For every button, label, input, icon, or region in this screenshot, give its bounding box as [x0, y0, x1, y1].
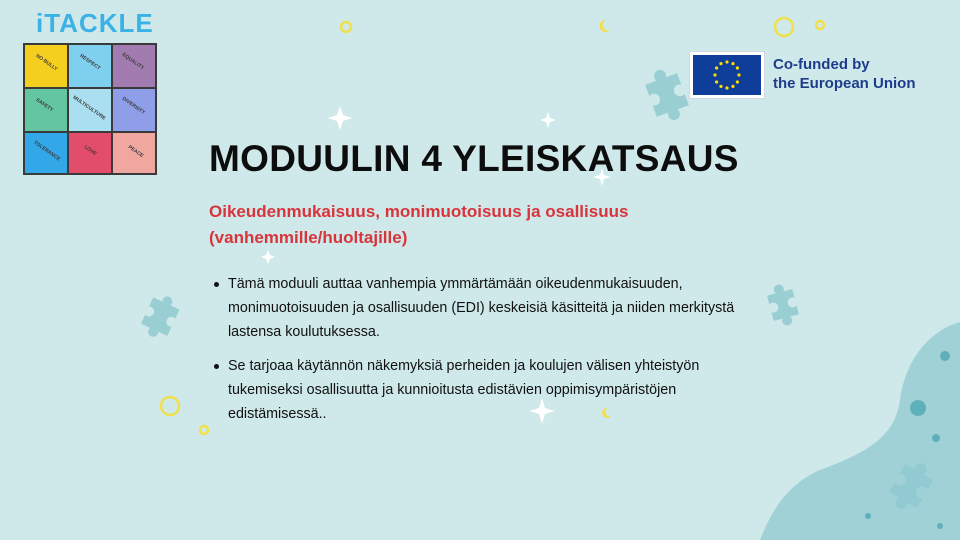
puzzle-label: EQUALITY	[120, 51, 146, 72]
bullet-item	[212, 354, 772, 426]
bullet-text: Se tarjoaa käytännön näkemyksiä perheiden ja koulujen välisen yhteistyön tukemiseksi osallisuutta ja kunnioitusta edistävien oppimisympäristöjen edistämisessä..	[228, 358, 700, 422]
puzzle-label: NO BULLY	[34, 53, 59, 73]
puzzle-label: TOLERANCE	[32, 139, 62, 163]
slide-title: MODUULIN 4 YLEISKATSAUS	[209, 138, 739, 179]
eu-text-line2: the European Union	[773, 75, 916, 92]
puzzle-logo-icon	[22, 42, 158, 176]
bullet-list	[212, 272, 772, 436]
eu-flag-icon	[689, 51, 765, 99]
bullet-text: Tämä moduuli auttaa vanhempia ymmärtämään oikeudenmukaisuuden, monimuotoisuuden ja osallisuuden (EDI) keskeisiä käsitteitä ja niiden merkitystä lastensa koulutuksessa.	[228, 276, 735, 340]
slide-subtitle: Oikeudenmukaisuus, monimuotoisuus ja osallisuus (vanhemmille/huoltajille)	[209, 202, 629, 247]
puzzle-label: SAFETY	[34, 97, 55, 114]
puzzle-label: PEACE	[126, 144, 145, 160]
wave-shape	[760, 322, 960, 540]
eu-text-line1: Co-funded by	[773, 56, 870, 73]
puzzle-label: MULTICULTURE	[71, 94, 107, 122]
bullet-dot-icon	[214, 282, 219, 287]
puzzle-label: LOVE	[82, 144, 98, 158]
puzzle-label: DIVERSITY	[120, 95, 146, 116]
itackle-logo	[22, 8, 158, 176]
bullet-dot-icon	[214, 364, 219, 369]
eu-cofunded-badge	[689, 51, 929, 99]
bullet-item	[212, 272, 772, 344]
logo-wordmark: iTACKLE	[36, 8, 154, 38]
eu-funding-text	[773, 55, 916, 93]
puzzle-label: RESPECT	[78, 53, 102, 72]
